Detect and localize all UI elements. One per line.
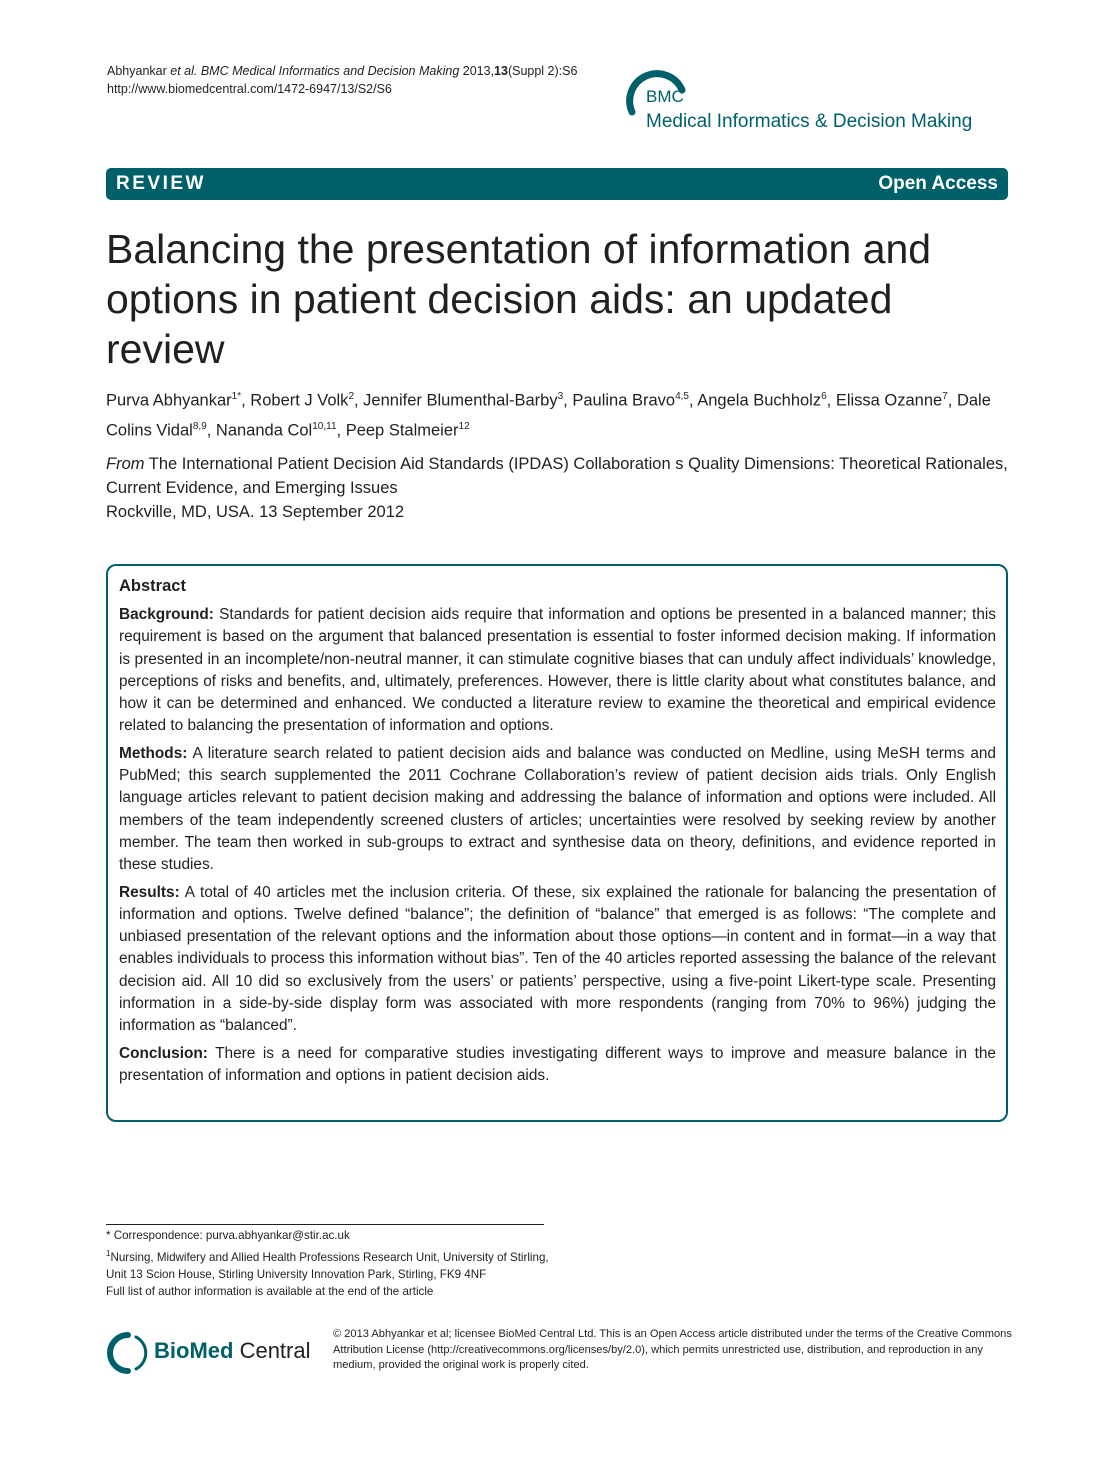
author-info-note: Full list of author information is available at the end of the article: [106, 1285, 434, 1299]
biomed-central-ring-icon: [106, 1330, 152, 1374]
author-affiliation-sup: 1*: [231, 391, 242, 402]
abstract-conclusion: [119, 1043, 996, 1088]
abstract-heading: Abstract: [119, 577, 186, 595]
author-name: Jennifer Blumenthal-Barby: [363, 391, 558, 410]
article-type-label: REVIEW: [116, 173, 206, 194]
abstract-section-label: Methods:: [119, 744, 188, 762]
abstract-section-label: Results:: [119, 883, 180, 901]
abstract-results: [119, 882, 996, 1038]
abstract-section-text: A literature search related to patient decision aids and balance was conducted on Medline, using MeSH terms and PubMed; this search supplemented the 2011 Cochrane Collaboration’s review of patient decision aids trials. Only English language articles relevant to patient decision making and addressing the balance of information and options were included. All members of the team independently screened clusters of articles; uncertainties were resolved by seeking review by another member. The team then worked in sub-groups to extract and synthesise data on theory, definitions, and evidence reported in these studies.: [119, 744, 996, 874]
author-affiliation-sup: 2: [348, 391, 354, 402]
conference-line: [106, 452, 1011, 500]
author-name: Purva Abhyankar: [106, 391, 232, 410]
biomed-central-logo: [106, 1330, 321, 1374]
citation-header: [107, 62, 577, 98]
abstract-section-text: There is a need for comparative studies investigating different ways to improve and measure balance in the presentation of information and options in patient decision aids.: [119, 1044, 996, 1084]
author-name: Dale Colins Vidal: [106, 391, 991, 439]
article-title: Balancing the presentation of information and options in patient decision aids: an updated review: [106, 226, 932, 372]
footnotes: [106, 1227, 551, 1301]
abstract-section-label: Background:: [119, 606, 214, 623]
abstract-methods: [119, 743, 996, 877]
abstract-background: [119, 604, 996, 738]
conference-source: [106, 452, 1011, 524]
author-affiliation-sup: 12: [458, 420, 470, 432]
footnote-divider: [106, 1224, 544, 1225]
conference-location: Rockville, MD, USA. 13 September 2012: [106, 503, 405, 521]
citation-authors: Abhyankar: [107, 64, 167, 78]
correspondence-note: * Correspondence: purva.abhyankar@stir.ac.uk: [106, 1229, 350, 1242]
author-name: Paulina Bravo: [572, 391, 676, 410]
license-text: © 2013 Abhyankar et al; licensee BioMed Central Ltd. This is an Open Access article distributed under the terms of the Creative Commons Attribution License (http://creativecommons.org/licenses/by/2.0), which permits unrestricted use, distribution, and reproduction in any medium, provided the original work is properly cited.: [333, 1328, 1012, 1372]
abstract-box: [106, 564, 1008, 1122]
affiliation-text: Nursing, Midwifery and Allied Health Professions Research Unit, University of Stirling, Unit 13 Scion House, Stirling University Innovation Park, Stirling, FK9 4NF: [106, 1250, 549, 1281]
author-affiliation-sup: 8,9: [192, 420, 207, 432]
author-affiliation-sup: 7: [942, 391, 948, 402]
journal-logo-bmc: BMC: [646, 87, 684, 106]
journal-logo-name: Medical Informatics & Decision Making: [646, 111, 973, 132]
author-affiliation-sup: 3: [557, 391, 564, 402]
author-name: Nananda Col: [215, 421, 313, 439]
citation-et-al: et al.: [170, 64, 198, 78]
biomed-central-wordmark: [154, 1338, 311, 1364]
author-name: Angela Buchholz: [697, 391, 822, 410]
abstract-section-label: Conclusion:: [119, 1044, 208, 1062]
from-label: From: [106, 455, 145, 473]
citation-volume: 13: [494, 64, 508, 78]
abstract-section-text: Standards for patient decision aids require that information and options be presented in a balanced manner; this requirement is based on the argument that balanced presentation is essential to foster informed decision making. If information is presented in an incomplete/non-neutral manner, it can stimulate cognitive biases that can unduly affect individuals’ knowledge, perceptions of risks and benefits, and, ultimately, preferences. However, there is little clarity about what constitutes balance, and how it can be determined and enhanced. We conducted a literature review to examine the theoretical and empirical evidence related to balancing the presentation of information and options.: [119, 606, 996, 735]
citation-year: 2013,: [462, 64, 495, 78]
conference-name: The International Patient Decision Aid Standards (IPDAS) Collaboration s Quality Dimensions: Theoretical Rationales, Current Evidence, and Emerging Issues: [106, 455, 1008, 497]
author-name: Peep Stalmeier: [345, 421, 459, 439]
affiliation-sup: 1: [106, 1248, 111, 1258]
journal-logo: [622, 60, 1012, 140]
citation-issue: (Suppl 2):S6: [507, 64, 578, 78]
article-type-banner: [106, 168, 1008, 200]
citation-url[interactable]: http://www.biomedcentral.com/1472-6947/13/S2/S6: [107, 82, 392, 96]
biomed-text: BioMed: [154, 1338, 234, 1363]
central-text: Central: [233, 1338, 311, 1363]
author-name: Elissa Ozanne: [835, 391, 943, 410]
author-affiliation-sup: 4,5: [675, 391, 689, 402]
author-affiliation-sup: 10,11: [312, 420, 337, 432]
abstract-section-text: A total of 40 articles met the inclusion criteria. Of these, six explained the rationale for balancing the presentation of information and options. Twelve defined “balance”; the definition of “balance” that emerged is as follows: “The complete and unbiased presentation of the relevant options and the information about those options—in content and in format—in a way that enables individuals to process this information without bias”. Ten of the 40 articles reported assessing the balance of the relevant decision aid. All 10 did so exclusively from the users’ or patients’ perspective, using a five-point Likert-type scale. Presenting information in a side-by-side display form was associated with more respondents (ranging from 70% to 96%) judging the information as “balanced”.: [119, 883, 996, 1035]
author-affiliation-sup: 6: [821, 391, 827, 402]
author-name: Robert J Volk: [250, 391, 349, 410]
open-access-label: Open Access: [878, 173, 998, 194]
citation-line-1: [107, 62, 577, 80]
affiliation-note: [106, 1245, 551, 1284]
author-list: Purva Abhyankar$^{1*}$, Robert J Volk$^2$, Jennifer Blumenthal-Barby$^3$, Paulina Bravo$^{4,5}$, Angela Buchholz$^6$, Elissa Ozanne$^7$, Dale Colins Vidal$^{8,9}$, Nananda Col$^{10,11}$, Peep Stalmeier$^{12}$: [106, 391, 991, 439]
citation-journal: BMC Medical Informatics and Decision Making: [200, 64, 460, 78]
